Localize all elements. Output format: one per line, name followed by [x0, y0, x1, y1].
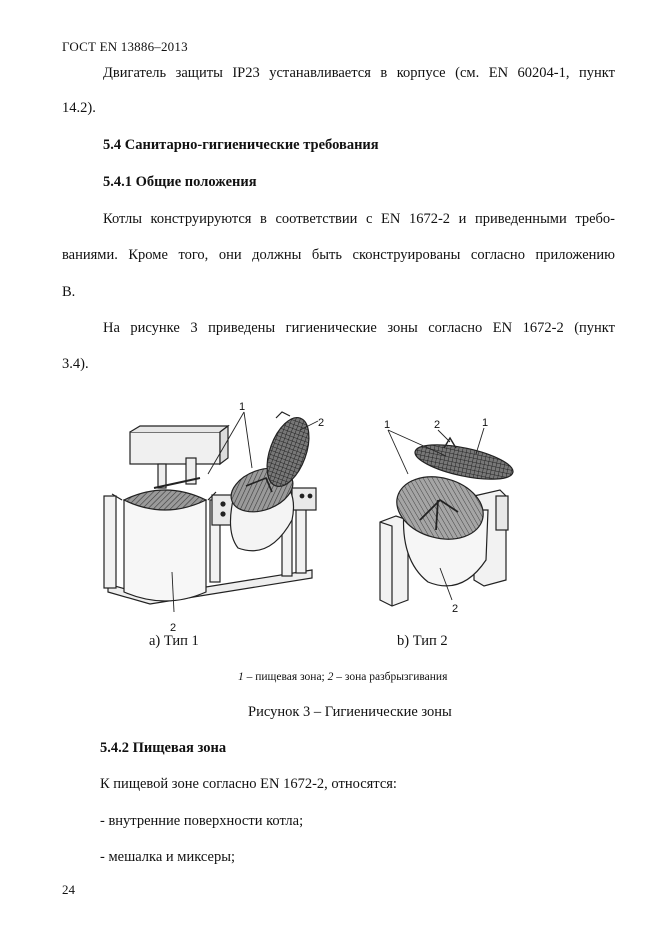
callout-label: 1 — [384, 419, 391, 431]
figure-legend — [238, 671, 447, 683]
legend-text: – зона разбрызгивания — [333, 671, 448, 683]
kettle-type-2-drawing — [380, 428, 516, 606]
text-line: На рисунке 3 приведены гигиенические зоны согласно EN 1672-2 (пункт — [103, 320, 615, 336]
figure-caption-type-1: а) Тип 1 — [149, 633, 199, 649]
section-heading-5-4: 5.4 Санитарно-гигиенические требования — [103, 137, 379, 153]
callout-label: 2 — [170, 622, 177, 634]
text-line: Двигатель защиты IP23 устанавливается в корпусе (см. EN 60204-1, пункт — [103, 65, 615, 81]
running-header: ГОСТ EN 13886–2013 — [62, 39, 188, 54]
callout-label: 2 — [452, 603, 459, 615]
text-line: 3.4). — [62, 356, 89, 372]
figure-title: Рисунок 3 – Гигиенические зоны — [248, 704, 452, 720]
list-item: - внутренние поверхности котла; — [100, 813, 304, 829]
page-number: 24 — [62, 882, 75, 897]
legend-text: – пищевая зона; — [243, 671, 328, 683]
callout-label: 2 — [318, 417, 325, 429]
kettle-type-1-drawing — [104, 412, 318, 612]
text-line: Котлы конструируются в соответствии с EN 1672-2 и приведенными требо- — [103, 211, 615, 227]
section-heading-5-4-2: 5.4.2 Пищевая зона — [100, 740, 227, 756]
section-heading-5-4-1: 5.4.1 Общие положения — [103, 174, 257, 190]
text-line: ваниями. Кроме того, они должны быть сконструированы согласно приложению — [62, 247, 615, 263]
figure-caption-type-2: b) Тип 2 — [397, 633, 448, 649]
callout-label: 2 — [434, 419, 441, 431]
text-line: 14.2). — [62, 100, 96, 116]
list-item: - мешалка и миксеры; — [100, 849, 235, 865]
callout-label: 1 — [482, 417, 489, 429]
callout-label: 1 — [239, 401, 246, 413]
legend-number: 2 — [327, 671, 334, 683]
text-line: B. — [62, 284, 76, 300]
food-zone-intro: К пищевой зоне согласно EN 1672-2, относятся: — [100, 776, 397, 792]
legend-number: 1 — [238, 671, 244, 683]
hygiene-zones-figure — [0, 395, 661, 635]
